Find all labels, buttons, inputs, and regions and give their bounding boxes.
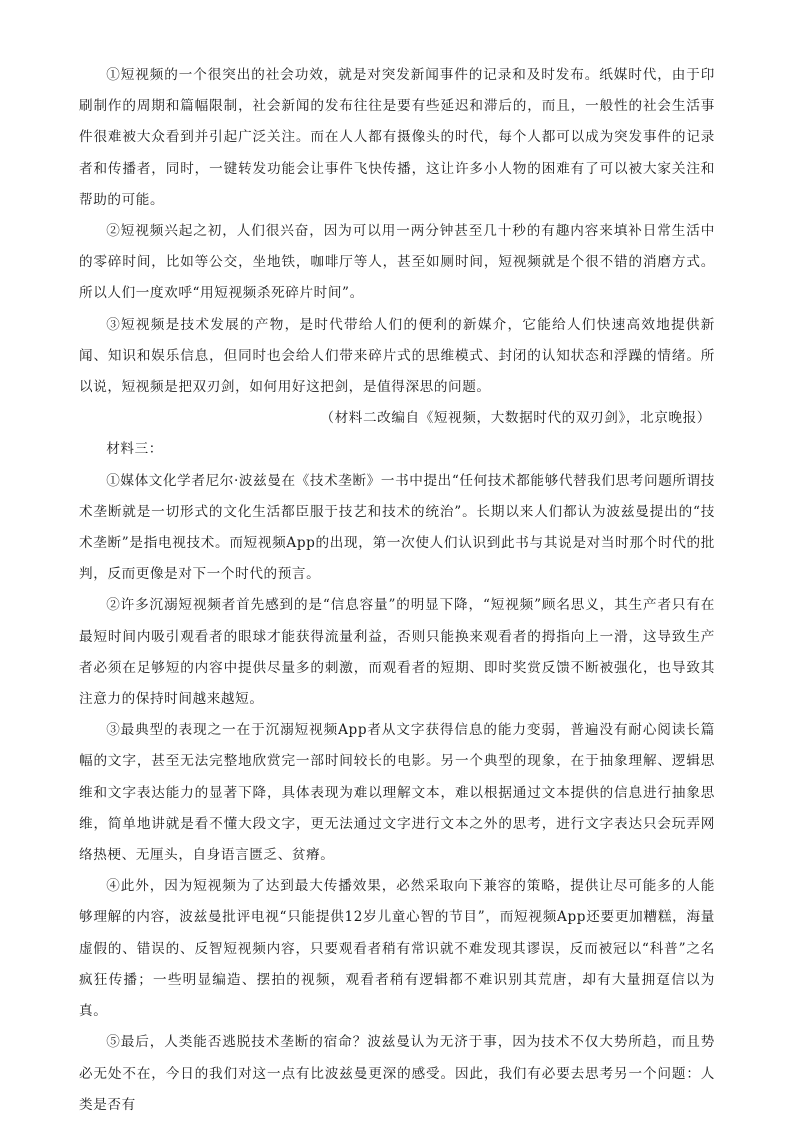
- material-heading: 材料三：: [106, 441, 163, 458]
- paragraph: ①短视频的一个很突出的社会功效，就是对突发新闻事件的记录和及时发布。纸媒时代，由于印刷制作的周期和篇幅限制，社会新闻的发布往往是要有些延迟和滞后的，而且，一般性的社会生活事件很难被大众看到并引起广泛关注。而在人人都有摄像头的时代，每个人都可以成为突发事件的记录者和传播者，同时，一键转发功能会让事件飞快传播，这让许多小人物的困难有了可以被大家关注和帮助的可能。: [79, 67, 715, 208]
- paragraph: ②短视频兴起之初，人们很兴奋，因为可以用一两分钟甚至几十秒的有趣内容来填补日常生活中的零碎时间，比如等公交，坐地铁，咖啡厅等人，甚至如厕时间，短视频就是个很不错的消磨方式。所以人们一度欢呼“用短视频杀死碎片时间”。: [79, 223, 715, 302]
- paragraph: ①媒体文化学者尼尔·波兹曼在《技术垄断》一书中提出“任何技术都能够代替我们思考问题所谓技术垄断就是一切形式的文化生活都臣服于技艺和技术的统治”。长期以来人们都认为波兹曼提出的“技术垄断”是指电视技术。而短视频App的出现，第一次使人们认识到此书与其说是对当时那个时代的批判，反而更像是对下一个时代的预言。: [79, 472, 715, 583]
- source-note: （材料二改编自《短视频，大数据时代的双刃剑》，北京晚报）: [320, 410, 711, 427]
- paragraph: ③最典型的表现之一在于沉溺短视频App者从文字获得信息的能力变弱，普遍没有耐心阅读长篇幅的文字，甚至无法完整地欣赏完一部时间较长的电影。另一个典型的现象，在于抽象理解、逻辑思维和文字表达能力的显著下降，具体表现为难以理解文本，难以根据通过文本提供的信息进行抽象思维，简单地讲就是看不懂大段文字，更无法通过文字进行文本之外的思考，进行文字表达只会玩弄网络热梗、无厘头，自身语言匮乏、贫瘠。: [79, 722, 715, 864]
- paragraph: ②许多沉溺短视频者首先感到的是“信息容量”的明显下降，“短视频”顾名思义，其生产者只有在最短时间内吸引观看者的眼球才能获得流量利益，否则只能换来观看者的拇指向上一滑，这导致生产者必须在足够短的内容中提供尽量多的刺激，而观看者的短期、即时奖赏反馈不断被强化，也导致其注意力的保持时间越来越短。: [79, 597, 715, 708]
- paragraph: ④此外，因为短视频为了达到最大传播效果，必然采取向下兼容的策略，提供让尽可能多的人能够理解的内容，波兹曼批评电视“只能提供12岁儿童心智的节目”，而短视频App还要更加糟糕，海量虚假的、错误的、反智短视频内容，只要观看者稍有常识就不难发现其谬误，反而被冠以“科普”之名疯狂传播；一些明显编造、摆拍的视频，观看者稍有逻辑都不难识别其荒唐，却有大量拥趸信以为真。: [79, 878, 715, 1020]
- document-page: [79, 60, 715, 1121]
- paragraph: ⑤最后，人类能否逃脱技术垄断的宿命？波兹曼认为无济于事，因为技术不仅大势所趋，而且势必无处不在，今日的我们对这一点有比波兹曼更深的感受。因此，我们有必要去思考另一个问题：人类是否有: [79, 1034, 715, 1113]
- paragraph: ③短视频是技术发展的产物，是时代带给人们的便利的新媒介，它能给人们快速高效地提供新闻、知识和娱乐信息，但同时也会给人们带来碎片式的思维模式、封闭的认知状态和浮躁的情绪。所以说，短视频是把双刃剑，如何用好这把剑，是值得深思的问题。: [79, 316, 715, 396]
